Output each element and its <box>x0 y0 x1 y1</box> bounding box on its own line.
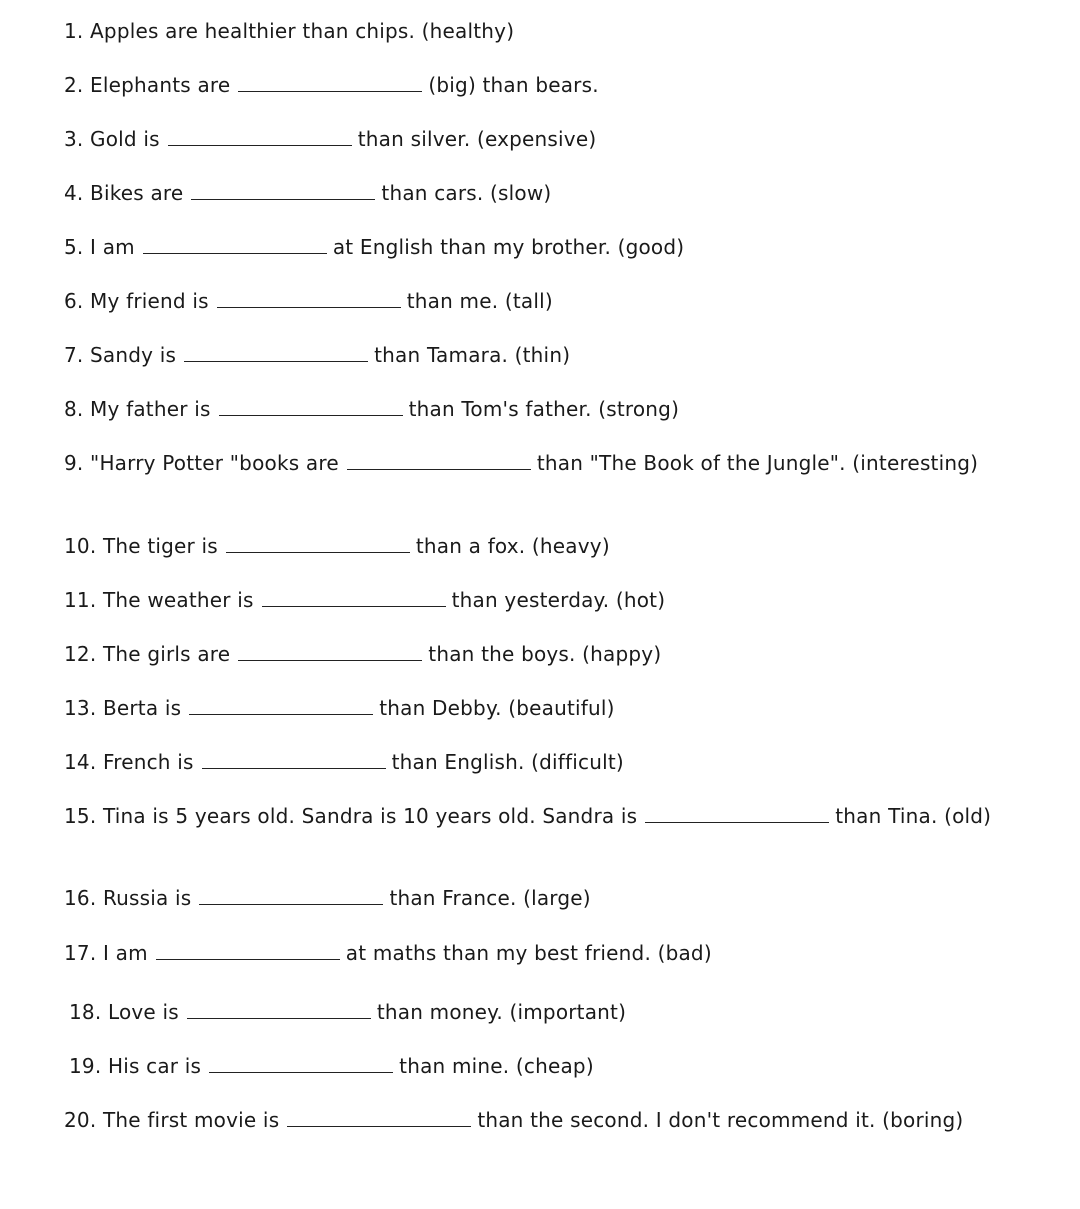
exercise-text-after: than mine. (cheap) <box>399 1054 594 1078</box>
exercise-18 <box>69 1000 626 1024</box>
exercise-text-before: 7. Sandy is <box>64 343 177 367</box>
exercise-5 <box>64 235 684 259</box>
answer-blank[interactable] <box>168 127 352 146</box>
exercise-text-before: 12. The girls are <box>64 642 231 666</box>
exercise-text-before: 3. Gold is <box>64 127 160 151</box>
answer-blank[interactable] <box>219 397 403 416</box>
exercise-text-after: than France. (large) <box>389 886 591 910</box>
exercise-text-before: 2. Elephants are <box>64 73 231 97</box>
exercise-text-before: 9. "Harry Potter "books are <box>64 451 339 475</box>
answer-blank[interactable] <box>143 235 327 254</box>
exercise-17 <box>64 941 712 965</box>
exercise-20 <box>64 1108 963 1132</box>
answer-blank[interactable] <box>217 289 401 308</box>
exercise-text-after: than Tina. (old) <box>835 804 992 828</box>
answer-blank[interactable] <box>156 941 340 960</box>
answer-blank[interactable] <box>226 534 410 553</box>
exercise-15 <box>64 804 1016 828</box>
exercise-text-before: 5. I am <box>64 235 135 259</box>
exercise-3 <box>64 127 596 151</box>
exercise-text-after: than Tom's father. (strong) <box>408 397 680 421</box>
exercise-text-after: at English than my brother. (good) <box>332 235 685 259</box>
answer-blank[interactable] <box>262 588 446 607</box>
exercise-text-before: 17. I am <box>64 941 148 965</box>
exercise-4 <box>64 181 551 205</box>
exercise-text-after: than a fox. (heavy) <box>415 534 610 558</box>
exercise-10 <box>64 534 610 558</box>
exercise-text-after: than English. (difficult) <box>391 750 624 774</box>
exercise-1 <box>64 19 514 43</box>
exercise-7 <box>64 343 570 367</box>
exercise-2 <box>64 73 599 97</box>
answer-blank[interactable] <box>209 1054 393 1073</box>
answer-blank[interactable] <box>238 73 422 92</box>
answer-blank[interactable] <box>191 181 375 200</box>
exercise-text-before: 20. The first movie is <box>64 1108 280 1132</box>
exercise-text-before: 4. Bikes are <box>64 181 184 205</box>
exercise-text-after: than Tamara. (thin) <box>374 343 571 367</box>
exercise-9 <box>64 451 1016 475</box>
exercise-12 <box>64 642 661 666</box>
exercise-text-after: at maths than my best friend. (bad) <box>345 941 712 965</box>
exercise-text: 1. Apples are healthier than chips. (healthy) <box>64 19 515 43</box>
answer-blank[interactable] <box>189 696 373 715</box>
exercise-text-before: 13. Berta is <box>64 696 182 720</box>
exercise-text-after: (big) than bears. <box>428 73 599 97</box>
answer-blank[interactable] <box>199 886 383 905</box>
answer-blank[interactable] <box>202 750 386 769</box>
exercise-16 <box>64 886 591 910</box>
exercise-text-before: 15. Tina is 5 years old. Sandra is 10 years old. Sandra is <box>64 804 638 828</box>
exercise-13 <box>64 696 615 720</box>
answer-blank[interactable] <box>347 451 531 470</box>
exercise-19 <box>69 1054 594 1078</box>
answer-blank[interactable] <box>645 804 829 823</box>
exercise-8 <box>64 397 679 421</box>
exercise-text-after: than yesterday. (hot) <box>451 588 666 612</box>
exercise-text-before: 10. The tiger is <box>64 534 218 558</box>
exercise-text-before: 11. The weather is <box>64 588 254 612</box>
exercise-text-after: than money. (important) <box>376 1000 627 1024</box>
exercise-text-before: 8. My father is <box>64 397 211 421</box>
exercise-11 <box>64 588 665 612</box>
exercise-text-after: than "The Book of the Jungle". (interesting) <box>536 451 979 475</box>
exercise-text-after: than cars. (slow) <box>381 181 552 205</box>
exercise-text-after: than me. (tall) <box>406 289 553 313</box>
exercise-text-before: 18. Love is <box>69 1000 179 1024</box>
exercise-6 <box>64 289 553 313</box>
exercise-14 <box>64 750 624 774</box>
exercise-text-after: than the second. I don't recommend it. (boring) <box>477 1108 964 1132</box>
exercise-text-after: than silver. (expensive) <box>357 127 597 151</box>
exercise-text-before: 14. French is <box>64 750 194 774</box>
answer-blank[interactable] <box>287 1108 471 1127</box>
answer-blank[interactable] <box>184 343 368 362</box>
exercise-text-before: 16. Russia is <box>64 886 192 910</box>
answer-blank[interactable] <box>187 1000 371 1019</box>
answer-blank[interactable] <box>238 642 422 661</box>
exercise-text-before: 6. My friend is <box>64 289 209 313</box>
exercise-text-after: than the boys. (happy) <box>428 642 662 666</box>
exercise-text-after: than Debby. (beautiful) <box>379 696 615 720</box>
exercise-text-before: 19. His car is <box>69 1054 202 1078</box>
